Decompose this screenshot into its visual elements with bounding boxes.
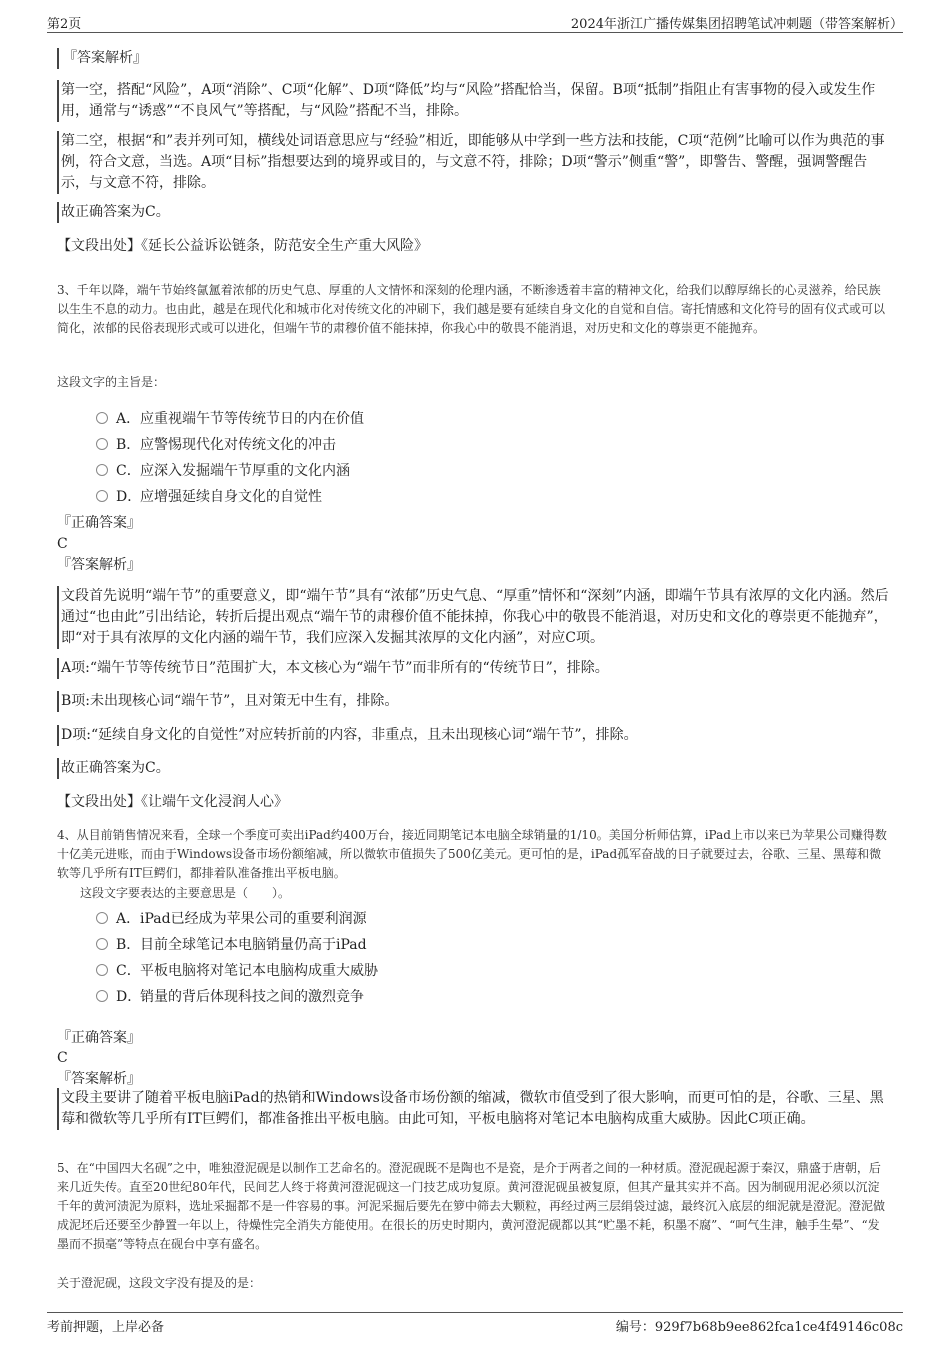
q3-analysis-a: A项:“端午节等传统节日”范围扩大，本文核心为“端午节”而非所有的“传统节日”，排除。 [57,658,893,679]
q3-prompt: 这段文字的主旨是： [57,375,166,389]
q3-analysis-d: D项:“延续自身文化的自觉性”对应转折前的内容，非重点，且未出现核心词“端午节”，排除。 [57,725,893,746]
radio-icon[interactable] [96,464,108,476]
page-footer [47,1312,903,1337]
q4-analysis-p1: 文段主要讲了随着平板电脑iPad的热销和Windows设备市场份额的缩减，微软市值受到了很大影响，而更可怕的是，谷歌、三星、黑莓和微软等几乎所有IT巨鳄们，都准备推出平板电脑。由此可知，平板电脑将对笔记本电脑构成重大威胁。因此C项正确。 [57,1088,893,1130]
radio-icon[interactable] [96,490,108,502]
q3-option-c[interactable]: C．应深入发掘端午节厚重的文化内涵 [96,461,350,481]
q4-analysis-label: 『答案解析』 [57,1071,141,1087]
q3-analysis-b: B项:未出现核心词“端午节”，且对策无中生有，排除。 [57,691,893,712]
q4-option-b[interactable]: B．目前全球笔记本电脑销量仍高于iPad [96,935,367,955]
document-title: 2024年浙江广播传媒集团招聘笔试冲刺题（带答案解析） [570,17,903,32]
footer-slogan: 考前押题，上岸必备 [47,1320,165,1335]
q3-option-b[interactable]: B．应警惕现代化对传统文化的冲击 [96,435,336,455]
document-id: 编号：929f7b68b9ee862fca1ce4f49146c08c [615,1320,903,1335]
radio-icon[interactable] [96,938,108,950]
q4-option-a[interactable]: A．iPad已经成为苹果公司的重要利润源 [96,909,367,929]
q3-analysis-p1: 文段首先说明“端午节”的重要意义，即“端午节”具有“浓郁”历史气息、“厚重”情怀和“深刻”内涵，即端午节具有浓厚的文化内涵。然后通过“也由此”引出结论，转折后提出观点“端午节的肃穆价值不能抹掉，你我心中的敬畏不能消退，对历史和文化的尊崇更不能抛弃”，即“对于具有浓厚的文化内涵的端午节，我们应深入发掘其浓厚的文化内涵”，对应C项。 [57,586,893,649]
page-header [47,10,903,33]
radio-icon[interactable] [96,912,108,924]
q3-answer-label: 『正确答案』 [57,515,141,531]
q4-option-d[interactable]: D．销量的背后体现科技之间的激烈竞争 [96,987,364,1007]
q2-analysis-p2: 第二空，根据“和”表并列可知，横线处词语意思应与“经验”相近，即能够从中学到一些方法和技能，C项“范例”比喻可以作为典范的事例，符合文意，当选。A项“目标”指想要达到的境界或目的，与文意不符，排除；D项“警示”侧重“警”，即警告、警醒，强调警醒告示，与文意不符，排除。 [57,131,893,194]
q3-source: 【文段出处】《让端午文化浸润人心》 [57,794,288,810]
q4-option-c[interactable]: C．平板电脑将对笔记本电脑构成重大威胁 [96,961,378,981]
page-number: 第2页 [47,17,82,32]
q4-prompt: 这段文字要表达的主要意思是（ ）。 [80,886,291,900]
q3-conclusion: 故正确答案为C。 [57,758,170,779]
q5-question-text: 5、在“中国四大名砚”之中，唯独澄泥砚是以制作工艺命名的。澄泥砚既不是陶也不是瓷，是介于两者之间的一种材质。澄泥砚起源于秦汉，鼎盛于唐朝，后来几近失传。直至20世纪80年代，民间艺人终于将黄河澄泥砚这一门技艺成功复原。黄河澄泥砚虽被复原，但其产量其实并不高。因为制砚用泥必须以沉淀千年的黄河渍泥为原料，选址采掘都不是一件容易的事。河泥采掘后要先在箩中筛去大颗粒，再经过两三层绢袋过滤，最终沉入底层的细泥就是澄泥。澄泥做成泥坯后还要至少静置一年以上，待燥性完全消失方能使用。在很长的历史时期内，黄河澄泥砚都以其“贮墨不耗，积墨不腐”、“呵气生津，触手生晕”、“发墨而不损毫”等特点在砚台中享有盛名。 [57,1161,886,1251]
q3-answer: C [57,536,68,552]
q4-answer-label: 『正确答案』 [57,1030,141,1046]
q5-prompt: 关于澄泥砚，这段文字没有提及的是： [57,1276,262,1290]
q3-question-text: 3、千年以降，端午节始终氤氲着浓郁的历史气息、厚重的人文情怀和深刻的伦理内涵，不断渗透着丰富的精神文化，给我们以醇厚绵长的心灵滋养，给民族以生生不息的动力。也由此，越是在现代化和城市化对传统文化的冲刷下，我们越是要有延续自身文化的自觉和自信。寄托情感和文化符号的固有仪式或可以简化，浓郁的民俗表现形式或可以进化，但端午节的肃穆价值不能抹掉，你我心中的敬畏不能消退，对历史和文化的尊崇更不能抛弃。 [57,283,886,335]
q4-question-text: 4、从目前销售情况来看，全球一个季度可卖出iPad约400万台，接近同期笔记本电脑全球销量的1/10。美国分析师估算，iPad上市以来已为苹果公司赚得数十亿美元进账，而由于Windows设备市场份额缩减，所以微软市值损失了500亿美元。更可怕的是，iPad孤军奋战的日子就要过去，谷歌、三星、黑莓和微软等几乎所有IT巨鳄们，都排着队准备推出平板电脑。 [57,828,887,880]
radio-icon[interactable] [96,412,108,424]
q2-analysis-p1: 第一空，搭配“风险”，A项“消除”、C项“化解”、D项“降低”均与“风险”搭配恰当，保留。B项“抵制”指阻止有害事物的侵入或发生作用，通常与“诱惑”“不良风气”等搭配，与“风险”搭配不当，排除。 [57,80,893,122]
q3-option-d[interactable]: D．应增强延续自身文化的自觉性 [96,487,322,507]
q4-answer: C [57,1050,68,1066]
q3-analysis-label: 『答案解析』 [57,557,141,573]
q2-conclusion: 故正确答案为C。 [57,202,170,223]
q2-source: 【文段出处】《延长公益诉讼链条，防范安全生产重大风险》 [57,238,428,254]
radio-icon[interactable] [96,990,108,1002]
q3-option-a[interactable]: A．应重视端午节等传统节日的内在价值 [96,409,364,429]
q2-analysis-label: 『答案解析』 [57,48,147,69]
radio-icon[interactable] [96,438,108,450]
radio-icon[interactable] [96,964,108,976]
